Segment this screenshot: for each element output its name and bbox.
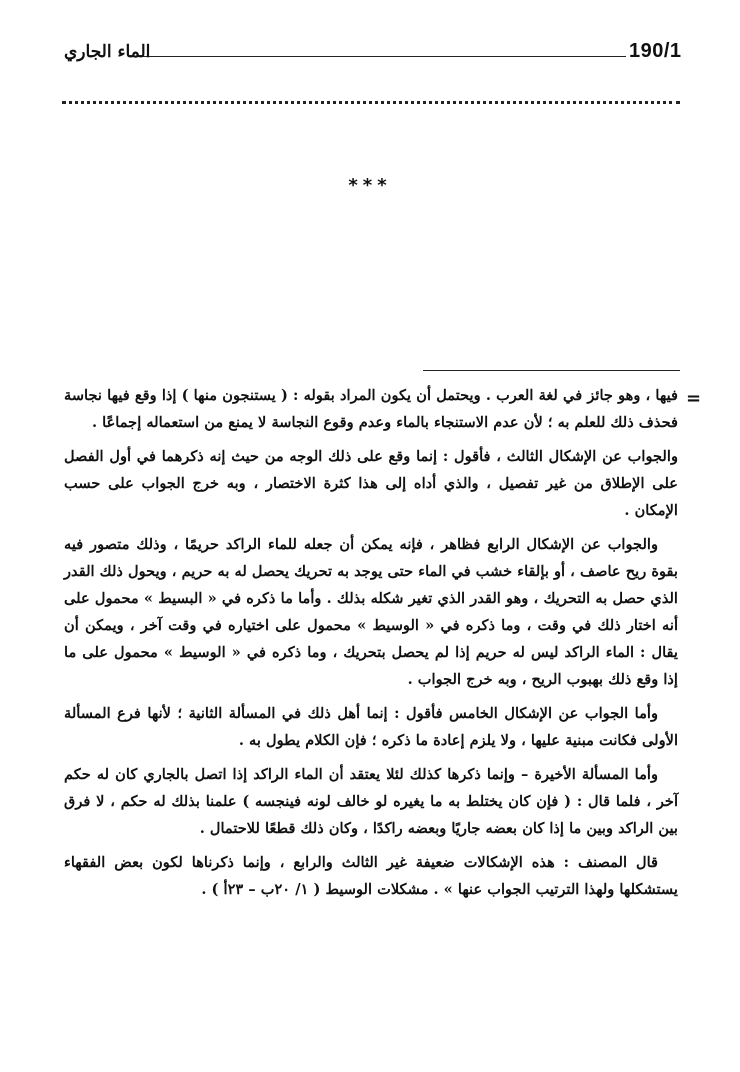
- footnote-text: [64, 382, 678, 910]
- footnote-paragraph: قال المصنف : هذه الإشكالات ضعيفة غير الثالث والرابع ، وإنما ذكرناها لكون بعض الفقهاء يستشكلها ولهذا الترتيب الجواب عنها » . مشكلات الوسيط ( ١/ ٢٠ب – ٢٣أ ) .: [64, 854, 678, 898]
- footnote-paragraph: والجواب عن الإشكال الثالث ، فأقول : إنما وقع على ذلك الوجه من حيث إنه ذكرهما في أول الفصل على الإطلاق من غير تفصيل ، والذي أداه إلى هذا كثرة الاختصار ، وبه خرج الجواب على حسب الإمكان .: [64, 448, 678, 519]
- footnote-paragraph: فيها ، وهو جائز في لغة العرب . ويحتمل أن يكون المراد بقوله : ( يستنجون منها ) إذا وقع فيها نجاسة فحذف ذلك للعلم به ؛ لأن عدم الاستنجاء بالماء وعدم وقوع النجاسة لا يمنع من استعماله إجماعًا .: [64, 387, 678, 431]
- header-rule: [142, 56, 626, 57]
- page-number: 190/1: [629, 40, 682, 62]
- running-title: الماء الجاري: [64, 42, 151, 62]
- footnote-paragraph: وأما الجواب عن الإشكال الخامس فأقول : إنما أهل ذلك في المسألة الثانية ؛ لأنها فرع المسألة الأولى فكانت مبنية عليها ، ولا يلزم إعادة ما ذكره ؛ فإن الكلام يطول به .: [64, 705, 678, 749]
- dotted-separator: [62, 101, 680, 104]
- section-separator: ***: [348, 175, 392, 196]
- footnote-paragraph: والجواب عن الإشكال الرابع فظاهر ، فإنه يمكن أن جعله للماء الراكد حريمًا ، وذلك متصور فيه بقوة ريح عاصف ، أو بإلقاء خشب في الماء حتى يوجد به تحريك يحصل له به حريم ، ويحول ذلك القدر الذي حصل به التحريك ، وهو القدر الذي تغير شكله بذلك . وأما ما ذكره في « البسيط » محمول على أنه اختار ذلك في وقت ، وما ذكره في « الوسيط » محمول على اختياره في وقت آخر ، ويمكن أن يقال : الماء الراكد ليس له حريم إذا لم يحصل بتحريك ، وما ذكره في « الوسيط » محمول على ما إذا وقع ذلك بهبوب الريح ، وبه خرج الجواب .: [64, 536, 678, 688]
- footnote-continuation-mark: =: [686, 388, 702, 409]
- page-header: [64, 40, 682, 70]
- footnote-paragraph: وأما المسألة الأخيرة – وإنما ذكرها كذلك لئلا يعتقد أن الماء الراكد إذا اتصل بالجاري كان له حكم آخر ، فلما قال : ( فإن كان يختلط به ما يغيره لو خالف لونه فينجسه ) علمنا بذلك له حكم ، لا فرق بين الراكد وبين ما إذا كان بعضه جاريًا وبعضه راكدًا ، وكان ذلك قطعًا للاحتمال .: [64, 766, 678, 837]
- footnote-rule: [423, 370, 680, 371]
